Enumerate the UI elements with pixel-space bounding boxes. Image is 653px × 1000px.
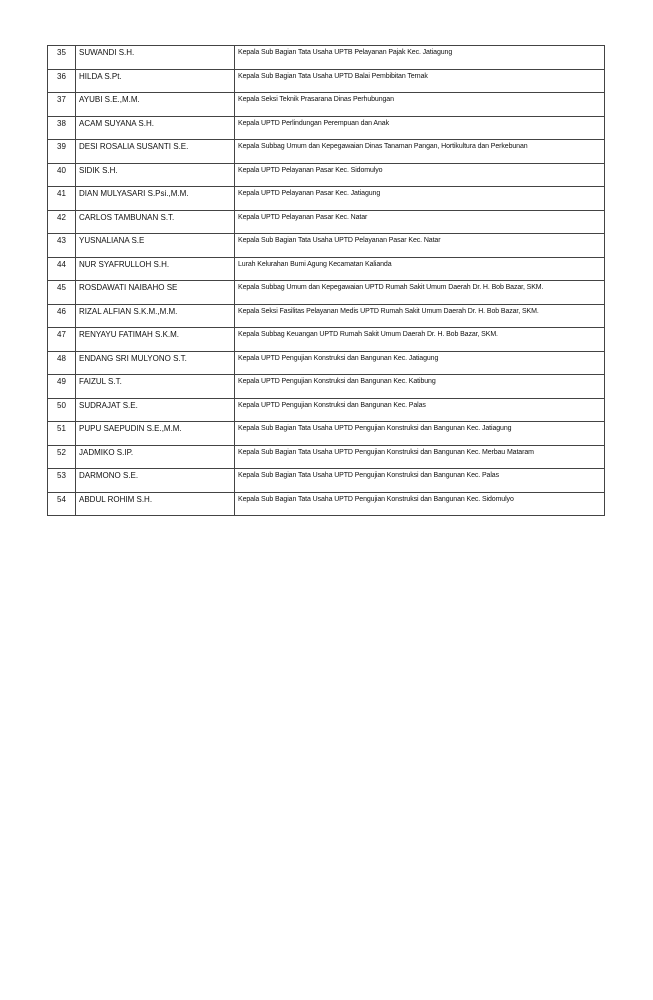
- officials-table: [47, 45, 605, 516]
- row-number: 39: [48, 140, 76, 164]
- official-name: DARMONO S.E.: [76, 469, 235, 493]
- official-position: Kepala Sub Bagian Tata Usaha UPTD Pengujian Konstruksi dan Bangunan Kec. Jatiagung: [235, 422, 605, 446]
- row-number: 44: [48, 257, 76, 281]
- row-number: 43: [48, 234, 76, 258]
- official-position: Kepala Subbag Umum dan Kepegawaian UPTD Rumah Sakit Umum Daerah Dr. H. Bob Bazar, SKM.: [235, 281, 605, 305]
- official-name: SIDIK S.H.: [76, 163, 235, 187]
- official-position: Kepala Sub Bagian Tata Usaha UPTD Pengujian Konstruksi dan Bangunan Kec. Palas: [235, 469, 605, 493]
- official-position: Kepala Sub Bagian Tata Usaha UPTD Pengujian Konstruksi dan Bangunan Kec. Sidomulyo: [235, 492, 605, 516]
- table-row: [48, 375, 605, 399]
- official-position: Kepala UPTD Pengujian Konstruksi dan Bangunan Kec. Katibung: [235, 375, 605, 399]
- official-name: ACAM SUYANA S.H.: [76, 116, 235, 140]
- table-row: [48, 116, 605, 140]
- official-position: Kepala Seksi Teknik Prasarana Dinas Perhubungan: [235, 93, 605, 117]
- official-name: PUPU SAEPUDIN S.E.,M.M.: [76, 422, 235, 446]
- official-position: Kepala UPTD Perlindungan Perempuan dan Anak: [235, 116, 605, 140]
- official-name: NUR SYAFRULLOH S.H.: [76, 257, 235, 281]
- official-position: Kepala Subbag Keuangan UPTD Rumah Sakit Umum Daerah Dr. H. Bob Bazar, SKM.: [235, 328, 605, 352]
- row-number: 38: [48, 116, 76, 140]
- row-number: 42: [48, 210, 76, 234]
- table-row: [48, 445, 605, 469]
- table-row: [48, 187, 605, 211]
- table-row: [48, 304, 605, 328]
- table-row: [48, 422, 605, 446]
- table-row: [48, 210, 605, 234]
- row-number: 40: [48, 163, 76, 187]
- table-row: [48, 257, 605, 281]
- official-name: DESI ROSALIA SUSANTI S.E.: [76, 140, 235, 164]
- table-row: [48, 140, 605, 164]
- table-row: [48, 492, 605, 516]
- official-position: Kepala UPTD Pelayanan Pasar Kec. Sidomulyo: [235, 163, 605, 187]
- table-row: [48, 93, 605, 117]
- official-name: HILDA S.Pt.: [76, 69, 235, 93]
- row-number: 35: [48, 46, 76, 70]
- row-number: 52: [48, 445, 76, 469]
- official-position: Kepala Sub Bagian Tata Usaha UPTB Pelayanan Pajak Kec. Jatiagung: [235, 46, 605, 70]
- official-position: Kepala Sub Bagian Tata Usaha UPTD Balai Pembibitan Ternak: [235, 69, 605, 93]
- official-position: Kepala UPTD Pelayanan Pasar Kec. Jatiagung: [235, 187, 605, 211]
- table-row: [48, 469, 605, 493]
- official-name: ROSDAWATI NAIBAHO SE: [76, 281, 235, 305]
- table-row: [48, 163, 605, 187]
- official-name: CARLOS TAMBUNAN S.T.: [76, 210, 235, 234]
- official-position: Kepala Subbag Umum dan Kepegawaian Dinas Tanaman Pangan, Hortikultura dan Perkebunan: [235, 140, 605, 164]
- official-name: JADMIKO S.IP.: [76, 445, 235, 469]
- row-number: 54: [48, 492, 76, 516]
- table-row: [48, 351, 605, 375]
- row-number: 49: [48, 375, 76, 399]
- table-row: [48, 281, 605, 305]
- row-number: 46: [48, 304, 76, 328]
- row-number: 47: [48, 328, 76, 352]
- official-name: FAIZUL S.T.: [76, 375, 235, 399]
- official-name: AYUBI S.E.,M.M.: [76, 93, 235, 117]
- row-number: 53: [48, 469, 76, 493]
- official-position: Kepala Sub Bagian Tata Usaha UPTD Pengujian Konstruksi dan Bangunan Kec. Merbau Mataram: [235, 445, 605, 469]
- table-row: [48, 328, 605, 352]
- table-row: [48, 46, 605, 70]
- table-row: [48, 234, 605, 258]
- official-name: DIAN MULYASARI S.Psi.,M.M.: [76, 187, 235, 211]
- official-name: SUWANDI S.H.: [76, 46, 235, 70]
- table-row: [48, 69, 605, 93]
- officials-table-body: [48, 46, 605, 516]
- official-name: YUSNALIANA S.E: [76, 234, 235, 258]
- row-number: 50: [48, 398, 76, 422]
- row-number: 45: [48, 281, 76, 305]
- official-name: ABDUL ROHIM S.H.: [76, 492, 235, 516]
- official-position: Kepala Seksi Fasilitas Pelayanan Medis UPTD Rumah Sakit Umum Daerah Dr. H. Bob Bazar, SKM.: [235, 304, 605, 328]
- official-position: Kepala Sub Bagian Tata Usaha UPTD Pelayanan Pasar Kec. Natar: [235, 234, 605, 258]
- official-position: Kepala UPTD Pelayanan Pasar Kec. Natar: [235, 210, 605, 234]
- official-name: SUDRAJAT S.E.: [76, 398, 235, 422]
- official-name: RENYAYU FATIMAH S.K.M.: [76, 328, 235, 352]
- row-number: 37: [48, 93, 76, 117]
- official-position: Kepala UPTD Pengujian Konstruksi dan Bangunan Kec. Jatiagung: [235, 351, 605, 375]
- row-number: 48: [48, 351, 76, 375]
- row-number: 41: [48, 187, 76, 211]
- official-position: Kepala UPTD Pengujian Konstruksi dan Bangunan Kec. Palas: [235, 398, 605, 422]
- official-position: Lurah Kelurahan Bumi Agung Kecamatan Kalianda: [235, 257, 605, 281]
- row-number: 36: [48, 69, 76, 93]
- row-number: 51: [48, 422, 76, 446]
- official-name: ENDANG SRI MULYONO S.T.: [76, 351, 235, 375]
- table-row: [48, 398, 605, 422]
- official-name: RIZAL ALFIAN S.K.M.,M.M.: [76, 304, 235, 328]
